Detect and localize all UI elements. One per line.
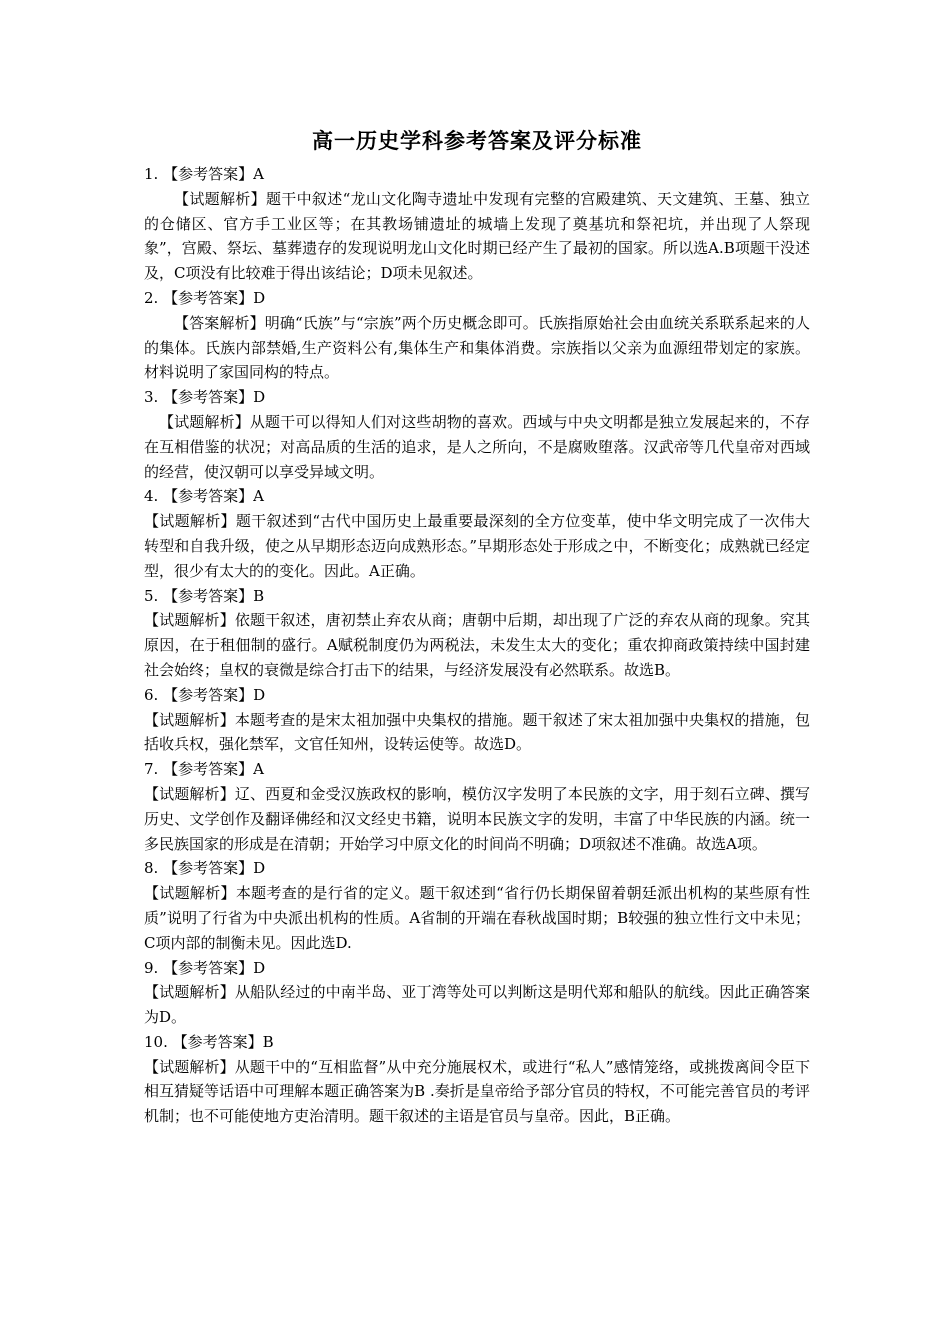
page-title: 高一历史学科参考答案及评分标准 — [312, 129, 642, 153]
question-5 — [144, 584, 810, 683]
reference-answer-10: 10. 【参考答案】B — [144, 1032, 274, 1051]
question-6 — [144, 683, 810, 757]
document-page — [144, 124, 810, 1129]
analysis-8: 【试题解析】本题考查的是行省的定义。题干叙述到“省行仍长期保留着朝廷派出机构的某些原有性质”说明了行省为中央派出机构的性质。A省制的开端在春秋战国时期；B较强的独立性行文中未见；C项内部的制衡未见。因此选D. — [144, 884, 810, 952]
question-7 — [144, 757, 810, 856]
analysis-10: 【试题解析】从题干中的“互相监督”从中充分施展权术，或进行“私人”感情笼络，或挑拨离间令臣下相互猜疑等话语中可理解本题正确答案为B .奏折是皇帝给予部分官员的特权，不可能完善官员的考评机制；也不可能使地方吏治清明。题干叙述的主语是官员与皇帝。因此，B正确。 — [144, 1057, 810, 1126]
question-1 — [144, 162, 810, 286]
reference-answer-7: 7. 【参考答案】A — [144, 760, 264, 779]
analysis-6: 【试题解析】本题考查的是宋太祖加强中央集权的措施。题干叙述了宋太祖加强中央集权的措施，包括收兵权，强化禁军，文官任知州，设转运使等。故选D。 — [144, 710, 810, 754]
reference-answer-1: 1. 【参考答案】A — [144, 165, 264, 183]
question-2 — [144, 286, 810, 385]
question-9 — [144, 956, 810, 1030]
analysis-7: 【试题解析】辽、西夏和金受汉族政权的影响，模仿汉字发明了本民族的文字，用于刻石立碑、撰写历史、文学创作及翻译佛经和汉文经史书籍，说明本民族文字的发明，丰富了中华民族的内涵。统一多民族国家的形成是在清朝；开始学习中原文化的时间尚不明确；D项叙述不准确。故选A项。 — [144, 784, 810, 853]
reference-answer-6: 6. 【参考答案】D — [144, 685, 266, 704]
question-3 — [144, 385, 810, 484]
analysis-2: 【答案解析】明确“氏族”与“宗族”两个历史概念即可。氏族指原始社会由血统关系联系起来的人的集体。氏族内部禁婚,生产资料公有,集体生产和集体消费。宗族指以父亲为血源纽带划定的家族。材料说明了家国同构的特点。 — [144, 313, 810, 382]
analysis-4: 【试题解析】题干叙述到“古代中国历史上最重要最深刻的全方位变革，使中华文明完成了一次伟大转型和自我升级，使之从早期形态迈向成熟形态。”早期形态处于形成之中，不断变化；成熟就已经定型，很少有太大的的变化。因此。A正确。 — [144, 512, 810, 580]
question-10 — [144, 1030, 810, 1129]
reference-answer-9: 9. 【参考答案】D — [144, 958, 266, 977]
analysis-3: 【试题解析】从题干可以得知人们对这些胡物的喜欢。西域与中央文明都是独立发展起来的，不存在互相借鉴的状况；对高品质的生活的追求，是人之所向，不是腐败堕落。汉武帝等几代皇帝对西域的经营，使汉朝可以享受异域文明。 — [144, 412, 810, 481]
question-8 — [144, 856, 810, 955]
analysis-1: 【试题解析】题干中叙述“龙山文化陶寺遗址中发现有完整的宫殿建筑、天文建筑、王墓、独立的仓储区、官方手工业区等；在其教场铺遗址的城墙上发现了奠基坑和祭祀坑，并出现了人祭现象”，宫殿、祭坛、墓葬遗存的发现说明龙山文化时期已经产生了最初的国家。所以选A.B项题干没述及，C项没有比较难于得出该结论；D项未见叙述。 — [144, 189, 810, 283]
analysis-5: 【试题解析】依题干叙述，唐初禁止弃农从商；唐朝中后期，却出现了广泛的弃农从商的现象。究其原因，在于租佃制的盛行。A赋税制度仍为两税法，未发生太大的变化；重农抑商政策持续中国封建社会始终；皇权的衰微是综合打击下的结果，与经济发展没有必然联系。故选B。 — [144, 611, 810, 679]
reference-answer-3: 3. 【参考答案】D — [144, 388, 266, 407]
reference-answer-8: 8. 【参考答案】D — [144, 859, 266, 878]
analysis-9: 【试题解析】从船队经过的中南半岛、亚丁湾等处可以判断这是明代郑和船队的航线。因此正确答案为D。 — [144, 983, 810, 1027]
reference-answer-2: 2. 【参考答案】D — [144, 288, 266, 307]
reference-answer-5: 5. 【参考答案】B — [144, 586, 265, 605]
reference-answer-4: 4. 【参考答案】A — [144, 487, 264, 506]
question-4 — [144, 484, 810, 583]
